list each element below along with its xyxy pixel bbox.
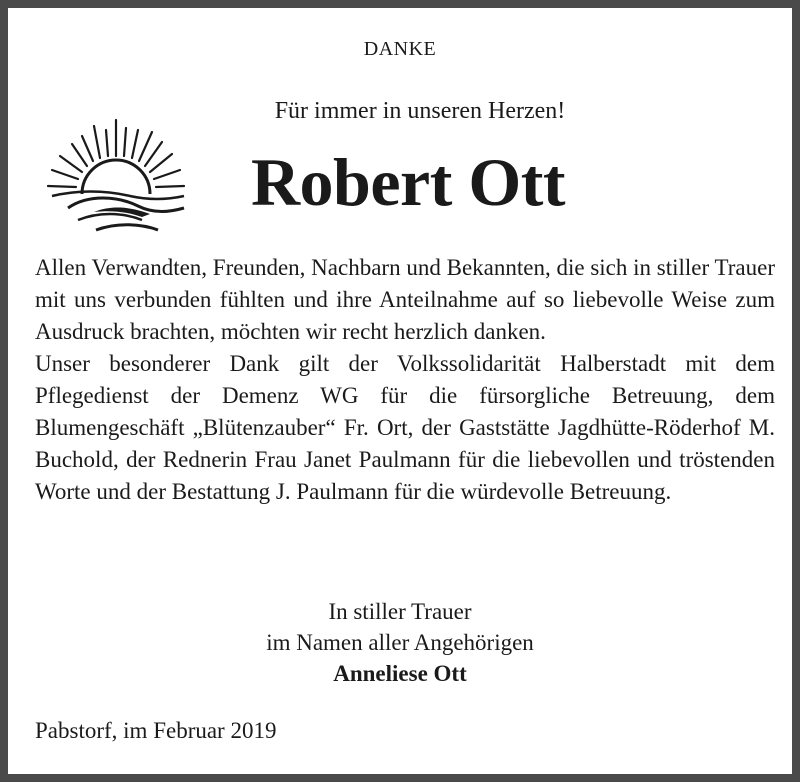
place-date: Pabstorf, im Februar 2019 (35, 718, 277, 743)
notice-heading: DANKE (363, 38, 437, 60)
closing-block (8, 596, 792, 689)
notice-motto: Für immer in unseren Herzen! (274, 98, 566, 124)
sunset-over-hills-icon (38, 116, 188, 234)
closing-line: In stiller Trauer (328, 599, 472, 624)
deceased-name: Robert Ott (250, 144, 566, 220)
special-thanks-paragraph: Unser besonderer Dank gilt der Volkssolidarität Halberstadt mit dem Pflegedienst der Demenz WG für die fürsorgliche Betreuung, dem Blumengeschäft „Blütenzauber“ Fr. Ort, der Gaststätte Jagdhütte-Röderhof M. Buchold, der Rednerin Frau Janet Paulmann für die liebevollen und tröstenden Worte und der Bestattung J. Paulmann für die würdevolle Betreuung. (35, 351, 775, 504)
signer-name: Anneliese Ott (333, 661, 467, 686)
closing-line: im Namen aller Angehörigen (266, 630, 534, 655)
notice-body (35, 252, 775, 508)
thanks-paragraph: Allen Verwandten, Freunden, Nachbarn und Bekannten, die sich in stiller Trauer mit uns verbunden fühlten und ihre Anteilnahme auf so liebevolle Weise zum Ausdruck brachten, möchten wir recht herzlich danken. (35, 255, 775, 344)
